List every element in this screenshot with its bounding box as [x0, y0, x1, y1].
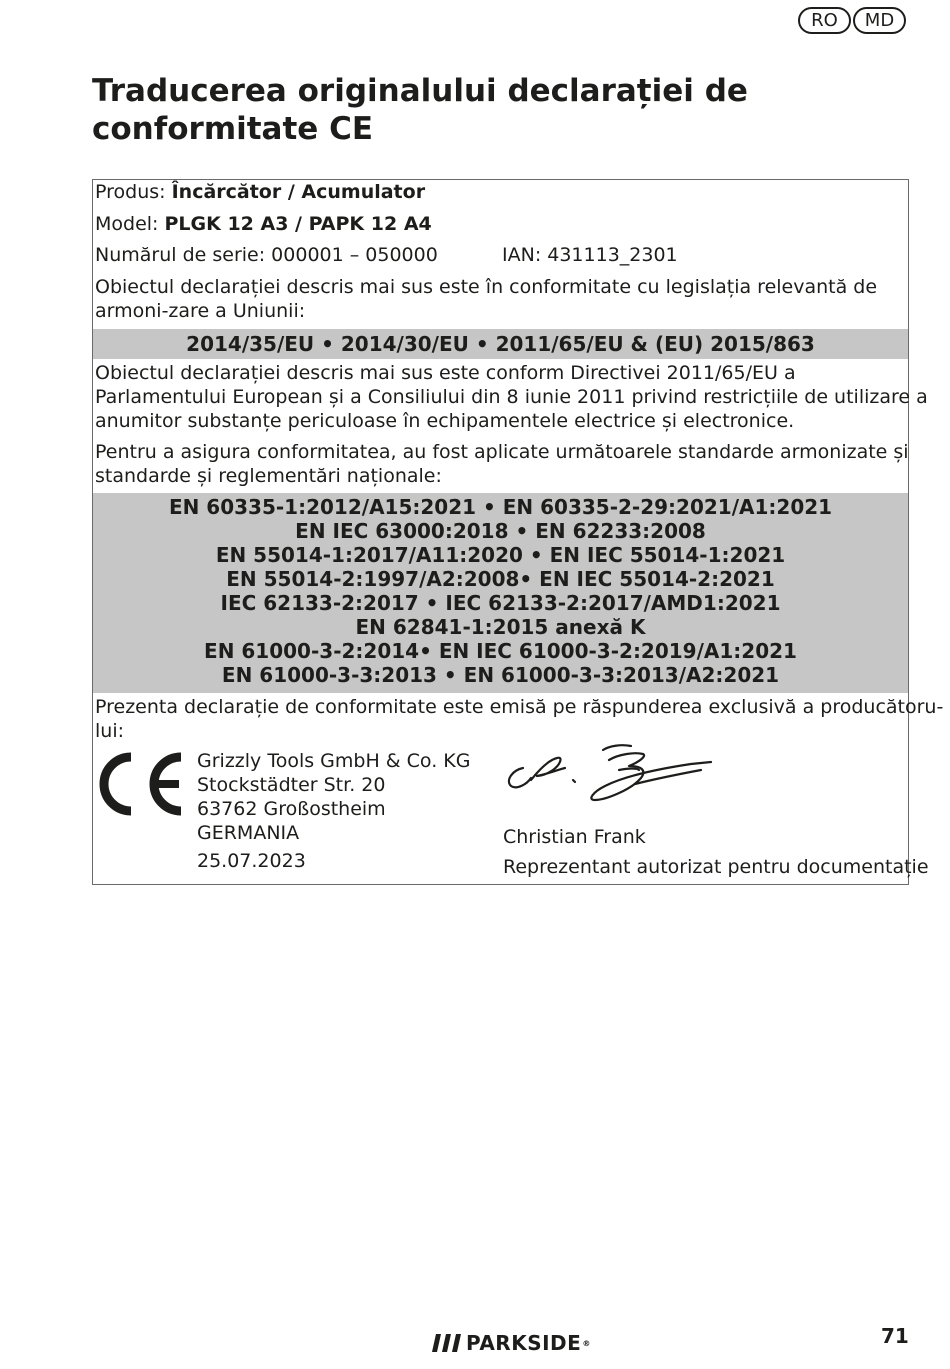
- parkside-logo: [432, 1331, 591, 1355]
- standard-line: IEC 62133-2:2017 • IEC 62133-2:2017/AMD1:2021: [220, 591, 781, 615]
- manufacturer-country: GERMANIA: [197, 822, 300, 844]
- signer-role: Reprezentant autorizat pentru documentație: [503, 856, 929, 878]
- rohs-line-1: Obiectul declarației descris mai sus este conform Directivei 2011/65/EU a: [95, 362, 796, 384]
- standard-line: EN 60335-1:2012/A15:2021 • EN 60335-2-29:2021/A1:2021: [168, 495, 833, 519]
- registered-mark: ®: [582, 1338, 591, 1348]
- manufacturer-name: Grizzly Tools GmbH & Co. KG: [197, 750, 471, 772]
- serial-number: Numărul de serie: 000001 – 050000: [95, 244, 438, 266]
- signer-name: Christian Frank: [503, 826, 646, 848]
- product-value: Încărcător / Acumulator: [171, 181, 426, 203]
- standard-line: EN 55014-1:2017/A11:2020 • EN IEC 55014-1:2021: [215, 543, 786, 567]
- model-value: PLGK 12 A3 / PAPK 12 A4: [164, 213, 432, 235]
- manufacturer-street: Stockstädter Str. 20: [197, 774, 386, 796]
- model-label: Model:: [95, 213, 165, 235]
- standard-line: EN 61000-3-3:2013 • EN 61000-3-3:2013/A2:2021: [221, 663, 780, 687]
- brand-name: PARKSIDE: [466, 1331, 582, 1355]
- responsibility-line-2: lui:: [95, 720, 125, 742]
- language-badge-md: MD: [853, 7, 906, 34]
- standards-band: [93, 493, 908, 693]
- model-line: [95, 212, 904, 236]
- standard-line: EN IEC 63000:2018 • EN 62233:2008: [295, 519, 706, 543]
- serial-line: [95, 243, 904, 267]
- conformity-text: Obiectul declarației descris mai sus este în conformitate cu legislația relevantă de armoni-zare a Uniunii:: [95, 276, 878, 322]
- directives-band: 2014/35/EU • 2014/30/EU • 2011/65/EU & (EU) 2015/863: [93, 329, 908, 359]
- declaration-date: 25.07.2023: [197, 850, 306, 872]
- language-badge-ro: RO: [798, 7, 851, 34]
- signature-icon: [501, 740, 719, 822]
- rohs-line-3: anumitor substanțe periculoase în echipamentele electrice și electronice.: [95, 410, 795, 432]
- ian-number: IAN: 431113_2301: [502, 244, 678, 266]
- product-label: Produs:: [95, 181, 172, 203]
- manufacturer-city: 63762 Großostheim: [197, 798, 386, 820]
- manufacturer-address: [197, 749, 470, 873]
- page-number: 71: [881, 1324, 909, 1348]
- standard-line: EN 62841-1:2015 anexă K: [355, 615, 646, 639]
- page-title: Traducerea originalului declarației de conformitate CE: [92, 73, 748, 147]
- standards-intro-2: standarde și reglementări naționale:: [95, 465, 442, 487]
- rohs-line-2: Parlamentului European și a Consiliului din 8 iunie 2011 privind restricțiile de utilizare a: [95, 386, 928, 408]
- brand-stripes-icon: [432, 1334, 462, 1352]
- standard-line: EN 61000-3-2:2014• EN IEC 61000-3-2:2019/A1:2021: [204, 639, 797, 663]
- standard-line: EN 55014-2:1997/A2:2008• EN IEC 55014-2:2021: [226, 567, 775, 591]
- responsibility-line-1: Prezenta declarație de conformitate este emisă pe răspunderea exclusivă a producătoru-: [95, 696, 944, 718]
- product-line: [95, 180, 904, 204]
- ce-mark-icon: [95, 751, 187, 817]
- standards-intro-1: Pentru a asigura conformitatea, au fost aplicate următoarele standarde armonizate și: [95, 441, 909, 463]
- declaration-box: [92, 179, 944, 885]
